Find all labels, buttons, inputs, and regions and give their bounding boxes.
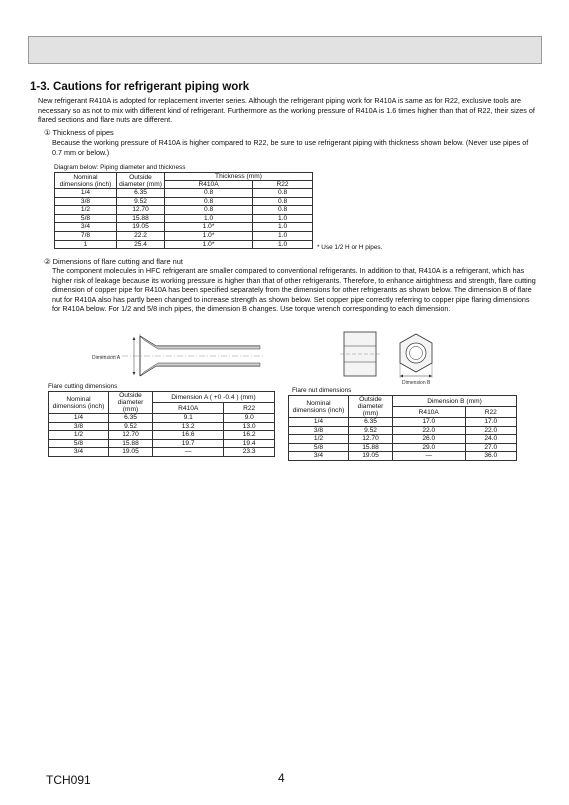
table-row: 3/8 9.52 13.2 13.0 — [49, 422, 275, 431]
document-code: TCH091 — [46, 773, 91, 787]
table-row: 1/2 12.70 26.0 24.0 — [289, 435, 517, 444]
col-dimension-a: Dimension A ( +0 -0.4 ) (mm) — [153, 392, 275, 403]
table-row: 3/8 9.52 0.8 0.8 — [55, 197, 313, 206]
dimension-b-label: Dimension B — [402, 380, 431, 386]
col-r22: R22 — [253, 181, 313, 189]
table-row: 5/8 15.88 29.0 27.0 — [289, 443, 517, 452]
section-title: 1-3. Cautions for refrigerant piping work — [30, 81, 250, 93]
col-nominal: Nominal dimensions (inch) — [289, 396, 349, 418]
thickness-paragraph: Because the working pressure of R410A is higher compared to R22, be sure to use refrigerant piping with thickness shown below. (Never use pipes of 0.7 mm or below.) — [52, 138, 529, 157]
table-row: 1/4 6.35 17.0 17.0 — [289, 418, 517, 427]
col-nominal: Nominal dimensions (inch) — [49, 392, 109, 414]
intro-paragraph: New refrigerant R410A is adopted for replacement inverter series. Although the refrigerant piping work for R410A is same as for R22, exclusive tools are necessary so as not to mix with different kind of refrigerant. Furthermore as the working pressure of R410A is 1.6 times higher than that of R22, their sizes of flared sections and flare nuts are different. — [38, 96, 535, 125]
col-r410a: R410A — [153, 403, 224, 414]
flare-nut-table — [288, 395, 517, 461]
header-bar — [28, 36, 542, 64]
table-row: 1/4 6.35 0.8 0.8 — [55, 189, 313, 198]
flare-heading: ② Dimensions of flare cutting and flare nut — [44, 257, 183, 266]
col-outside: Outside diameter (mm) — [109, 392, 153, 414]
table-row: 1 25.4 1.0* 1.0 — [55, 240, 313, 249]
table-row: 5/8 15.88 19.7 19.4 — [49, 439, 275, 448]
thickness-table — [54, 172, 313, 249]
flare-cut-caption: Flare cutting dimensions — [48, 383, 118, 390]
thickness-heading: ① Thickness of pipes — [44, 128, 114, 137]
page-number: 4 — [278, 771, 285, 785]
flare-pipe-diagram — [90, 330, 270, 380]
table-row: 1/2 12.70 16.6 16.2 — [49, 431, 275, 440]
col-outside: Outside diameter (mm) — [117, 173, 165, 189]
col-r410a: R410A — [393, 407, 466, 418]
table-row: 3/4 19.05 1.0* 1.0 — [55, 223, 313, 232]
table-row: 5/8 15.88 1.0 1.0 — [55, 214, 313, 223]
col-r22: R22 — [224, 403, 275, 414]
flare-cut-table — [48, 391, 275, 457]
flare-nut-diagram — [330, 326, 450, 388]
col-r410a: R410A — [165, 181, 253, 189]
table-row: 3/4 19.05 — 23.3 — [49, 448, 275, 457]
table-row: 1/4 6.35 9.1 9.0 — [49, 414, 275, 423]
thickness-note: * Use 1/2 H or H pipes. — [317, 244, 383, 251]
table-row: 3/8 9.52 22.0 22.0 — [289, 426, 517, 435]
flare-nut-caption: Flare nut dimensions — [292, 387, 352, 394]
col-thickness: Thickness (mm) — [165, 173, 313, 181]
table-row: 3/4 19.05 — 36.0 — [289, 452, 517, 461]
col-r22: R22 — [465, 407, 516, 418]
thickness-caption: Diagram below: Piping diameter and thickness — [54, 164, 186, 171]
table-row: 1/2 12.70 0.8 0.8 — [55, 206, 313, 215]
col-dimension-b: Dimension B (mm) — [393, 396, 517, 407]
flare-paragraph: The component molecules in HFC refrigerant are smaller compared to conventional refrigerants. In addition to that, R410A is a refrigerant, which has higher risk of leakage because its working pressure is higher than that of other refrigerants. Therefore, to enhance airtightness and strength, flare cutting dimension of copper pipe for R410A has been specified separately from the dimensions for other refrigerants as shown below. The dimension B of flare nut for R410A also has partly been changed to increase strength as shown below. Set copper pipe correctly referring to copper pipe flaring dimensions for R410A below. For 1/2 and 5/8 inch pipes, the dimension B changes. Use torque wrench corresponding to each dimension. — [52, 266, 536, 314]
dimension-a-label: Dimension A — [92, 355, 121, 361]
table-row: 7/8 22.2 1.0* 1.0 — [55, 231, 313, 240]
col-nominal: Nominal dimensions (inch) — [55, 173, 117, 189]
col-outside: Outside diameter (mm) — [349, 396, 393, 418]
